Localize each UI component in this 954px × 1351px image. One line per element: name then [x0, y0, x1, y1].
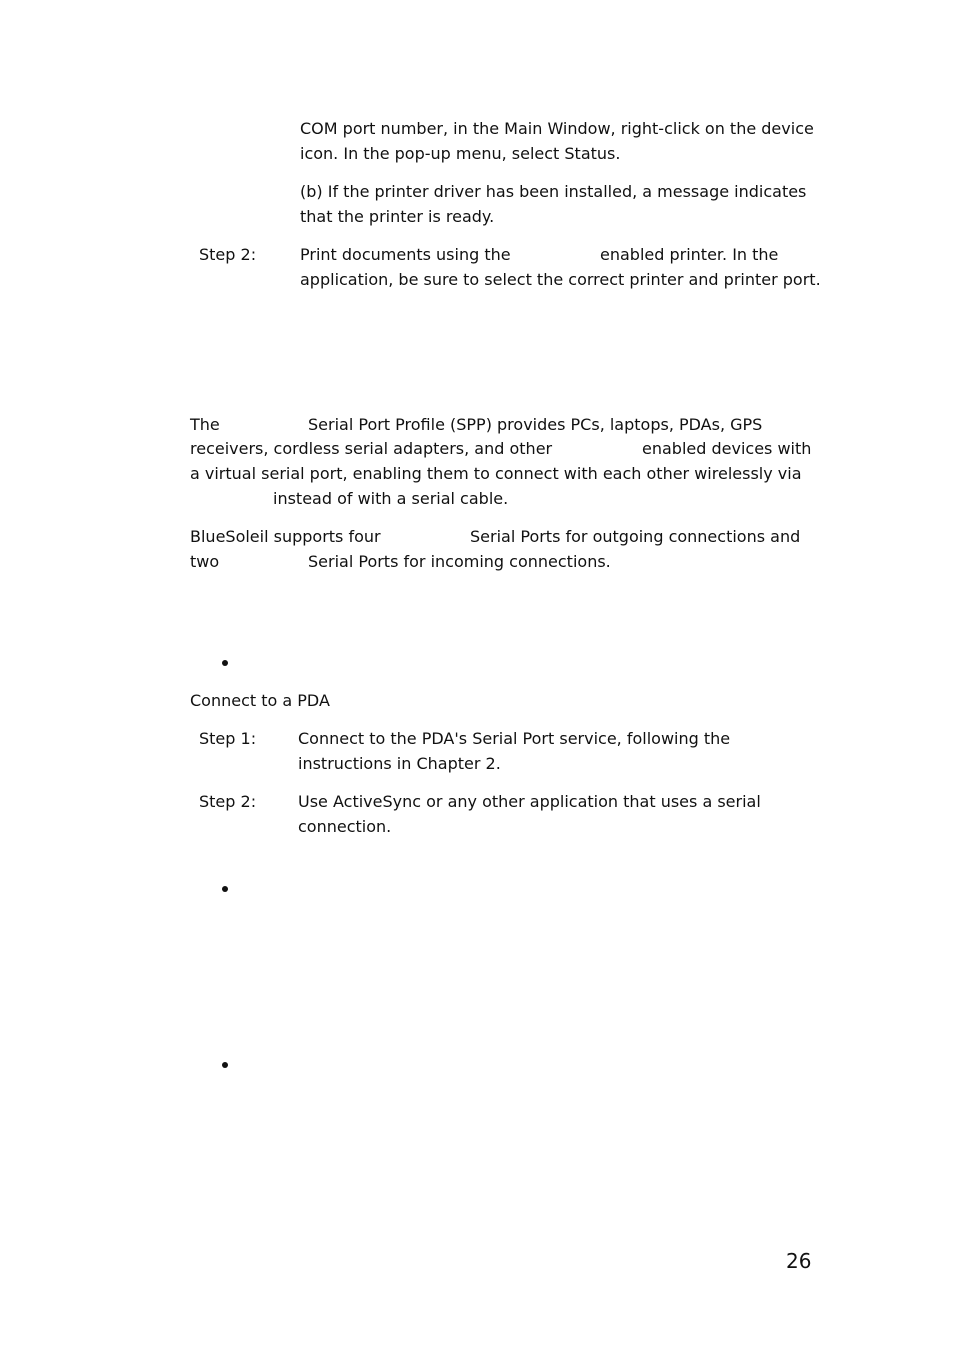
bullet-icon — [222, 1062, 228, 1068]
step-text-line: Connect to the PDA's Serial Port service, following the — [298, 729, 731, 748]
spp-text-line: Serial Ports for outgoing connections and — [470, 527, 801, 546]
step-text-line: Use ActiveSync or any other application that uses a serial — [298, 792, 761, 811]
printer-text-line: that the printer is ready. — [300, 207, 495, 226]
spp-text-line: a virtual serial port, enabling them to connect with each other wirelessly via — [190, 464, 802, 483]
spp-text-line: Serial Ports for incoming connections. — [308, 552, 611, 571]
printer-text-line: COM port number, in the Main Window, right-click on the device — [300, 119, 814, 138]
bullet-icon — [222, 886, 228, 892]
bullet-icon — [222, 660, 228, 666]
pda-heading: Connect to a PDA — [190, 691, 330, 710]
step-text-line: application, be sure to select the correct printer and printer port. — [300, 270, 821, 289]
step-text-line: Print documents using the — [300, 245, 511, 264]
printer-text-line: (b) If the printer driver has been installed, a message indicates — [300, 182, 807, 201]
page-number: 26 — [786, 1249, 812, 1273]
spp-text-line: two — [190, 552, 220, 571]
step-text-line: connection. — [298, 817, 392, 836]
spp-text-line: BlueSoleil supports four — [190, 527, 381, 546]
step-label: Step 1: — [199, 729, 257, 748]
spp-text-line: Serial Port Profile (SPP) provides PCs, laptops, PDAs, GPS — [308, 415, 763, 434]
spp-text-line: instead of with a serial cable. — [273, 489, 509, 508]
printer-text-line: icon. In the pop-up menu, select Status. — [300, 144, 621, 163]
step-text-line: enabled printer. In the — [600, 245, 779, 264]
spp-text-line: The — [190, 415, 220, 434]
step-text-line: instructions in Chapter 2. — [298, 754, 501, 773]
step-label: Step 2: — [199, 792, 257, 811]
spp-text-line: enabled devices with — [642, 439, 812, 458]
step-label: Step 2: — [199, 245, 257, 264]
spp-text-line: receivers, cordless serial adapters, and other — [190, 439, 553, 458]
